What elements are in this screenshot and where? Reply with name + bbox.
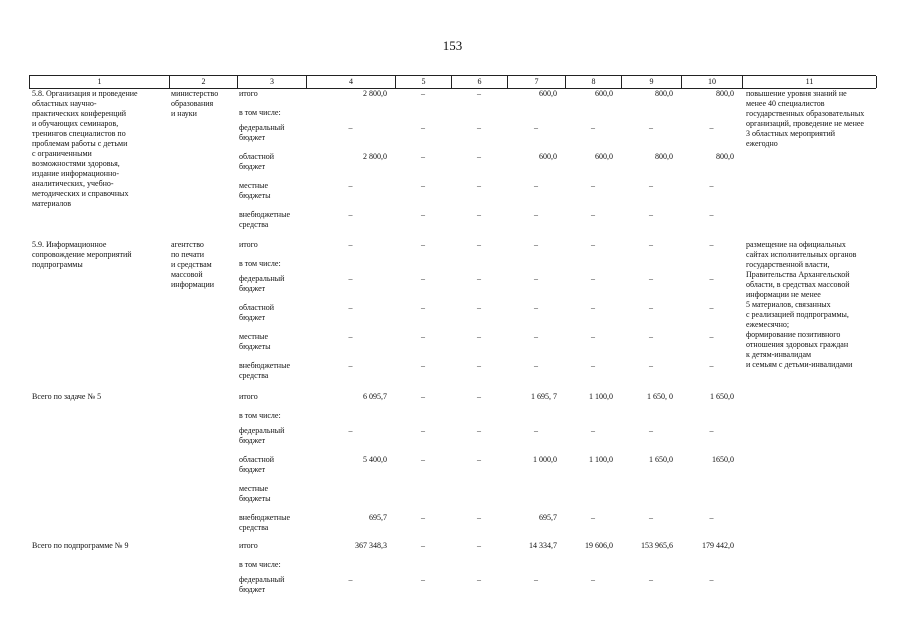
amount-cell: 600,0 — [595, 152, 613, 161]
funding-source: федеральный бюджет — [239, 274, 285, 293]
amount-cell: – — [709, 332, 714, 341]
amount-cell: – — [477, 89, 481, 98]
amount-cell: – — [591, 303, 595, 312]
funding-source: федеральный бюджет — [239, 426, 285, 445]
amount-cell: – — [534, 274, 538, 283]
funding-source: областной бюджет — [239, 303, 275, 322]
amount-cell: – — [348, 123, 353, 132]
amount-cell: – — [421, 274, 425, 283]
amount-cell: – — [534, 240, 538, 249]
amount-cell: – — [709, 426, 714, 435]
amount-cell: – — [591, 575, 595, 584]
amount-cell: 800,0 — [716, 89, 734, 98]
amount-cell: – — [421, 513, 425, 522]
result-note: размещение на официальных сайтах исполнительных органов государственной власти, Правительства Архангельской области, в средствах массовой информации не менее 5 материалов, связанных с реализацией подпрограммы, ежемесячно; формирование позитивного отношения здоровых граждан к детям-инвалидам и семьям с детьми-инвалидами — [746, 240, 857, 369]
amount-cell: – — [591, 123, 595, 132]
executor: агентство по печати и средствам массовой информации — [171, 240, 215, 289]
amount-cell: 1 100,0 — [589, 455, 613, 464]
amount-cell: 1 100,0 — [589, 392, 613, 401]
budget-table — [29, 75, 876, 594]
amount-cell: – — [477, 392, 481, 401]
amount-cell: – — [477, 575, 481, 584]
funding-source: внебюджетные средства — [239, 513, 290, 532]
funding-source: в том числе: — [239, 259, 281, 268]
amount-cell: 600,0 — [539, 152, 557, 161]
amount-cell: 179 442,0 — [702, 541, 734, 550]
amount-cell: – — [534, 303, 538, 312]
page-number: 153 — [442, 38, 463, 53]
amount-cell: – — [709, 274, 714, 283]
amount-cell: – — [477, 361, 481, 370]
amount-cell: – — [649, 274, 653, 283]
amount-cell: – — [421, 541, 425, 550]
amount-cell: 1 695, 7 — [531, 392, 557, 401]
column-header-10: 10 — [682, 76, 743, 88]
column-header-8: 8 — [566, 76, 622, 88]
amount-cell: – — [477, 240, 481, 249]
funding-source: федеральный бюджет — [239, 123, 285, 142]
amount-cell: 153 965,6 — [641, 541, 673, 550]
amount-cell: – — [348, 332, 353, 341]
amount-cell: – — [477, 303, 481, 312]
amount-cell: – — [591, 181, 595, 190]
column-header-11: 11 — [743, 76, 877, 88]
funding-source: местные бюджеты — [239, 484, 271, 503]
row-title: Всего по задаче № 5 — [32, 392, 102, 401]
funding-source: в том числе: — [239, 108, 281, 117]
amount-cell: – — [348, 210, 353, 219]
amount-cell: – — [709, 181, 714, 190]
amount-cell: 800,0 — [655, 152, 673, 161]
amount-cell: – — [649, 332, 653, 341]
amount-cell: – — [421, 123, 425, 132]
column-header-9: 9 — [622, 76, 682, 88]
amount-cell: – — [709, 303, 714, 312]
amount-cell: – — [477, 426, 481, 435]
amount-cell: – — [348, 274, 353, 283]
amount-cell: – — [421, 89, 425, 98]
column-header-6: 6 — [452, 76, 508, 88]
amount-cell: – — [649, 210, 653, 219]
amount-cell: 1 650, 0 — [647, 392, 673, 401]
amount-cell: 6 095,7 — [363, 392, 387, 401]
column-header-5: 5 — [396, 76, 452, 88]
funding-source: в том числе: — [239, 560, 281, 569]
amount-cell: – — [477, 152, 481, 161]
funding-source: итого — [239, 541, 258, 550]
amount-cell: – — [649, 426, 653, 435]
amount-cell: – — [421, 152, 425, 161]
amount-cell: 5 400,0 — [363, 455, 387, 464]
amount-cell: – — [709, 513, 714, 522]
row-title: 5.8. Организация и проведение областных научно- практических конференций и обучающих семинаров, тренингов специалистов по проблемам работы с детьми с ограниченными возможностями здоровья, издание информационно- аналитических, учебно- методических и справочных материалов — [32, 89, 138, 208]
column-header-1: 1 — [30, 76, 170, 88]
amount-cell: – — [421, 455, 425, 464]
column-header-3: 3 — [238, 76, 307, 88]
amount-cell: – — [649, 240, 653, 249]
amount-cell: – — [421, 303, 425, 312]
amount-cell: – — [421, 426, 425, 435]
amount-cell: 695,7 — [369, 513, 387, 522]
amount-cell: – — [709, 210, 714, 219]
funding-source: федеральный бюджет — [239, 575, 285, 594]
amount-cell: – — [421, 575, 425, 584]
row-title: Всего по подпрограмме № 9 — [32, 541, 129, 550]
amount-cell: – — [591, 210, 595, 219]
funding-source: внебюджетные средства — [239, 361, 290, 380]
amount-cell: – — [477, 181, 481, 190]
amount-cell: – — [421, 240, 425, 249]
amount-cell: – — [534, 361, 538, 370]
amount-cell: 367 348,3 — [355, 541, 387, 550]
amount-cell: – — [591, 274, 595, 283]
amount-cell: – — [477, 123, 481, 132]
amount-cell: – — [477, 513, 481, 522]
amount-cell: – — [649, 361, 653, 370]
amount-cell: – — [348, 240, 353, 249]
amount-cell: – — [421, 210, 425, 219]
funding-source: местные бюджеты — [239, 181, 271, 200]
amount-cell: – — [534, 332, 538, 341]
funding-source: областной бюджет — [239, 455, 275, 474]
amount-cell: 1650,0 — [712, 455, 734, 464]
amount-cell: 14 334,7 — [529, 541, 557, 550]
amount-cell: – — [709, 575, 714, 584]
amount-cell: – — [591, 513, 595, 522]
amount-cell: – — [534, 210, 538, 219]
amount-cell: 2 800,0 — [363, 152, 387, 161]
amount-cell: – — [534, 575, 538, 584]
amount-cell: 600,0 — [595, 89, 613, 98]
amount-cell: – — [348, 361, 353, 370]
amount-cell: – — [709, 240, 714, 249]
amount-cell: – — [709, 361, 714, 370]
amount-cell: – — [591, 426, 595, 435]
amount-cell: 1 000,0 — [533, 455, 557, 464]
amount-cell: – — [709, 123, 714, 132]
amount-cell: – — [348, 426, 353, 435]
amount-cell: – — [348, 303, 353, 312]
amount-cell: – — [534, 426, 538, 435]
amount-cell: – — [534, 181, 538, 190]
amount-cell: – — [477, 210, 481, 219]
column-header-2: 2 — [170, 76, 238, 88]
amount-cell: 2 800,0 — [363, 89, 387, 98]
funding-source: в том числе: — [239, 411, 281, 420]
amount-cell: – — [649, 181, 653, 190]
amount-cell: 1 650,0 — [710, 392, 734, 401]
amount-cell: 1 650,0 — [649, 455, 673, 464]
funding-source: местные бюджеты — [239, 332, 271, 351]
amount-cell: – — [649, 303, 653, 312]
funding-source: итого — [239, 240, 258, 249]
amount-cell: – — [421, 332, 425, 341]
amount-cell: – — [421, 181, 425, 190]
amount-cell: – — [649, 123, 653, 132]
result-note: повышение уровня знаний не менее 40 специалистов государственных образовательных организаций, проведение не менее 3 областных мероприятий ежегодно — [746, 89, 865, 148]
amount-cell: – — [348, 181, 353, 190]
amount-cell: – — [421, 361, 425, 370]
amount-cell: – — [477, 455, 481, 464]
amount-cell: – — [591, 332, 595, 341]
amount-cell: 19 606,0 — [585, 541, 613, 550]
column-header-4: 4 — [307, 76, 396, 88]
amount-cell: 800,0 — [655, 89, 673, 98]
row-title: 5.9. Информационное сопровождение мероприятий подпрограммы — [32, 240, 132, 269]
funding-source: итого — [239, 392, 258, 401]
amount-cell: 600,0 — [539, 89, 557, 98]
amount-cell: – — [348, 575, 353, 584]
funding-source: внебюджетные средства — [239, 210, 290, 229]
amount-cell: – — [649, 513, 653, 522]
amount-cell: – — [534, 123, 538, 132]
amount-cell: – — [649, 575, 653, 584]
amount-cell: – — [477, 274, 481, 283]
column-header-7: 7 — [508, 76, 566, 88]
amount-cell: 800,0 — [716, 152, 734, 161]
amount-cell: 695,7 — [539, 513, 557, 522]
amount-cell: – — [591, 361, 595, 370]
funding-source: итого — [239, 89, 258, 98]
amount-cell: – — [421, 392, 425, 401]
column-header-row — [29, 75, 876, 89]
amount-cell: – — [591, 240, 595, 249]
funding-source: областной бюджет — [239, 152, 275, 171]
amount-cell: – — [477, 541, 481, 550]
amount-cell: – — [477, 332, 481, 341]
executor: министерство образования и науки — [171, 89, 219, 118]
